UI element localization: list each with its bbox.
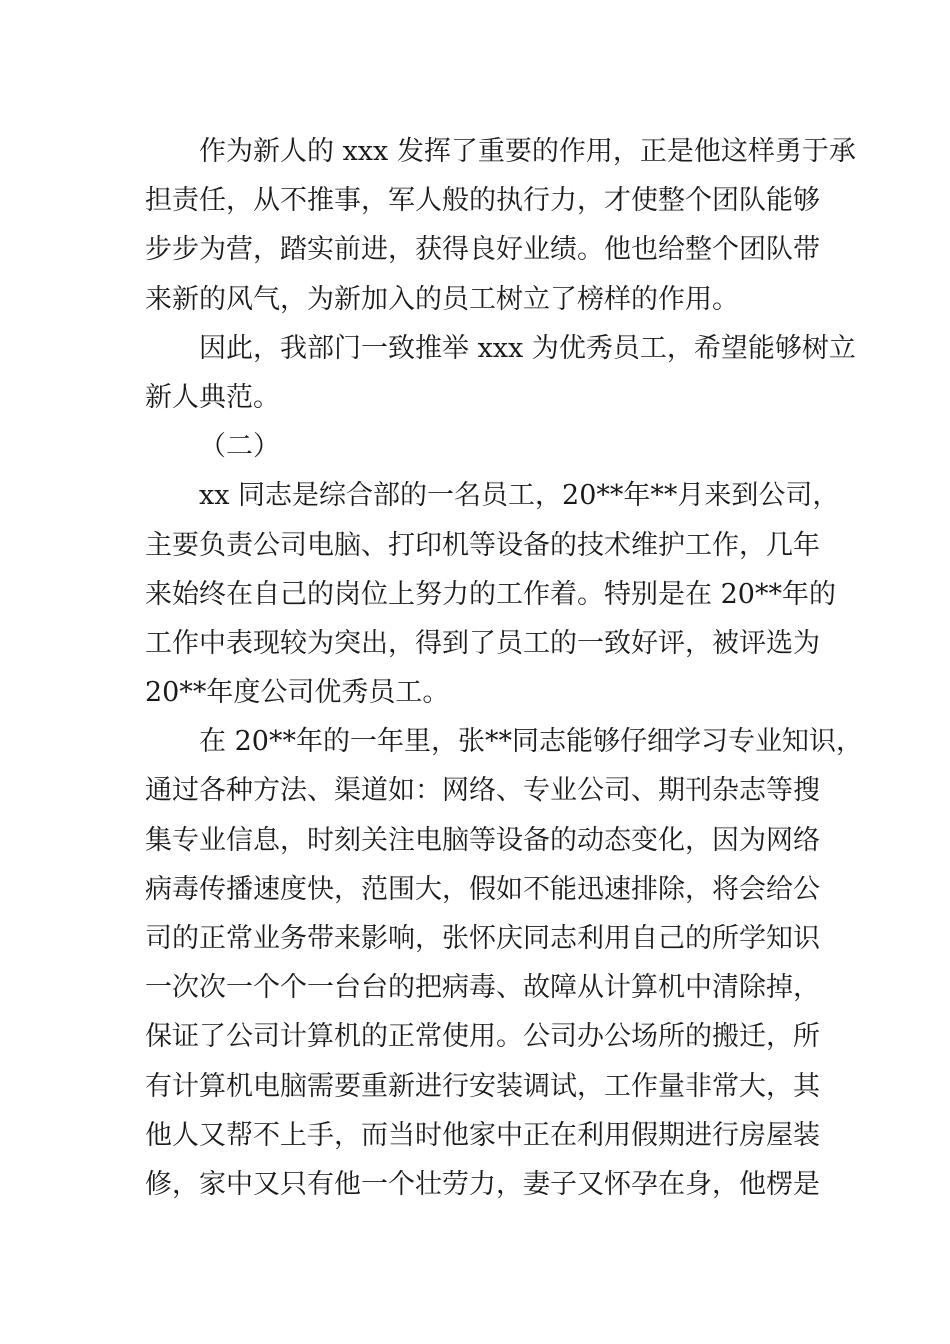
text-line: xx 同志是综合部的一名员工，20**年**月来到公司，: [199, 480, 840, 512]
text-line: 主要负责公司电脑、打印机等设备的技术维护工作，几年: [145, 529, 820, 561]
paragraph-recommendation: [145, 324, 856, 422]
paragraph-introduction: [145, 471, 840, 717]
text-line: 来新的风气，为新加入的员工树立了榜样的作用。: [145, 283, 739, 315]
paragraph-achievements: [145, 717, 863, 1209]
text-line: 保证了公司计算机的正常使用。公司办公场所的搬迁，所: [145, 1021, 820, 1053]
text-line: 一次次一个个一台台的把病毒、故障从计算机中清除掉，: [145, 972, 820, 1004]
paragraph-team-role: [145, 127, 856, 324]
text-line: 在 20**年的一年里，张**同志能够仔细学习专业知识，: [199, 726, 863, 758]
text-line: 通过各种方法、渠道如：网络、专业公司、期刊杂志等搜: [145, 775, 820, 807]
section-heading: [145, 422, 810, 471]
section-number: （二）: [199, 431, 280, 463]
text-line: 司的正常业务带来影响，张怀庆同志利用自己的所学知识: [145, 923, 820, 954]
text-line: 因此，我部门一致推举 xxx 为优秀员工，希望能够树立: [199, 332, 856, 364]
text-line: 作为新人的 xxx 发挥了重要的作用，正是他这样勇于承: [199, 136, 856, 167]
text-line: 20**年度公司优秀员工。: [145, 677, 450, 709]
text-line: 修，家中又只有他一个壮劳力，妻子又怀孕在身，他楞是: [145, 1168, 820, 1200]
text-line: 工作中表现较为突出，得到了员工的一致好评，被评选为: [145, 627, 820, 659]
text-line: 他人又帮不上手，而当时他家中正在利用假期进行房屋装: [145, 1119, 820, 1151]
document-body: [145, 127, 863, 1209]
text-line: 步步为营，踏实前进，获得良好业绩。他也给整个团队带: [145, 234, 820, 266]
text-line: 担责任，从不推事，军人般的执行力，才使整个团队能够: [145, 185, 820, 217]
text-line: 来始终在自己的岗位上努力的工作着。特别是在 20**年的: [145, 578, 836, 610]
text-line: 集专业信息，时刻关注电脑等设备的动态变化，因为网络: [145, 824, 820, 856]
text-line: 有计算机电脑需要重新进行安装调试，工作量非常大，其: [145, 1070, 820, 1102]
text-line: 新人典范。: [145, 381, 280, 413]
text-line: 病毒传播速度快，范围大，假如不能迅速排除，将会给公: [145, 873, 820, 905]
